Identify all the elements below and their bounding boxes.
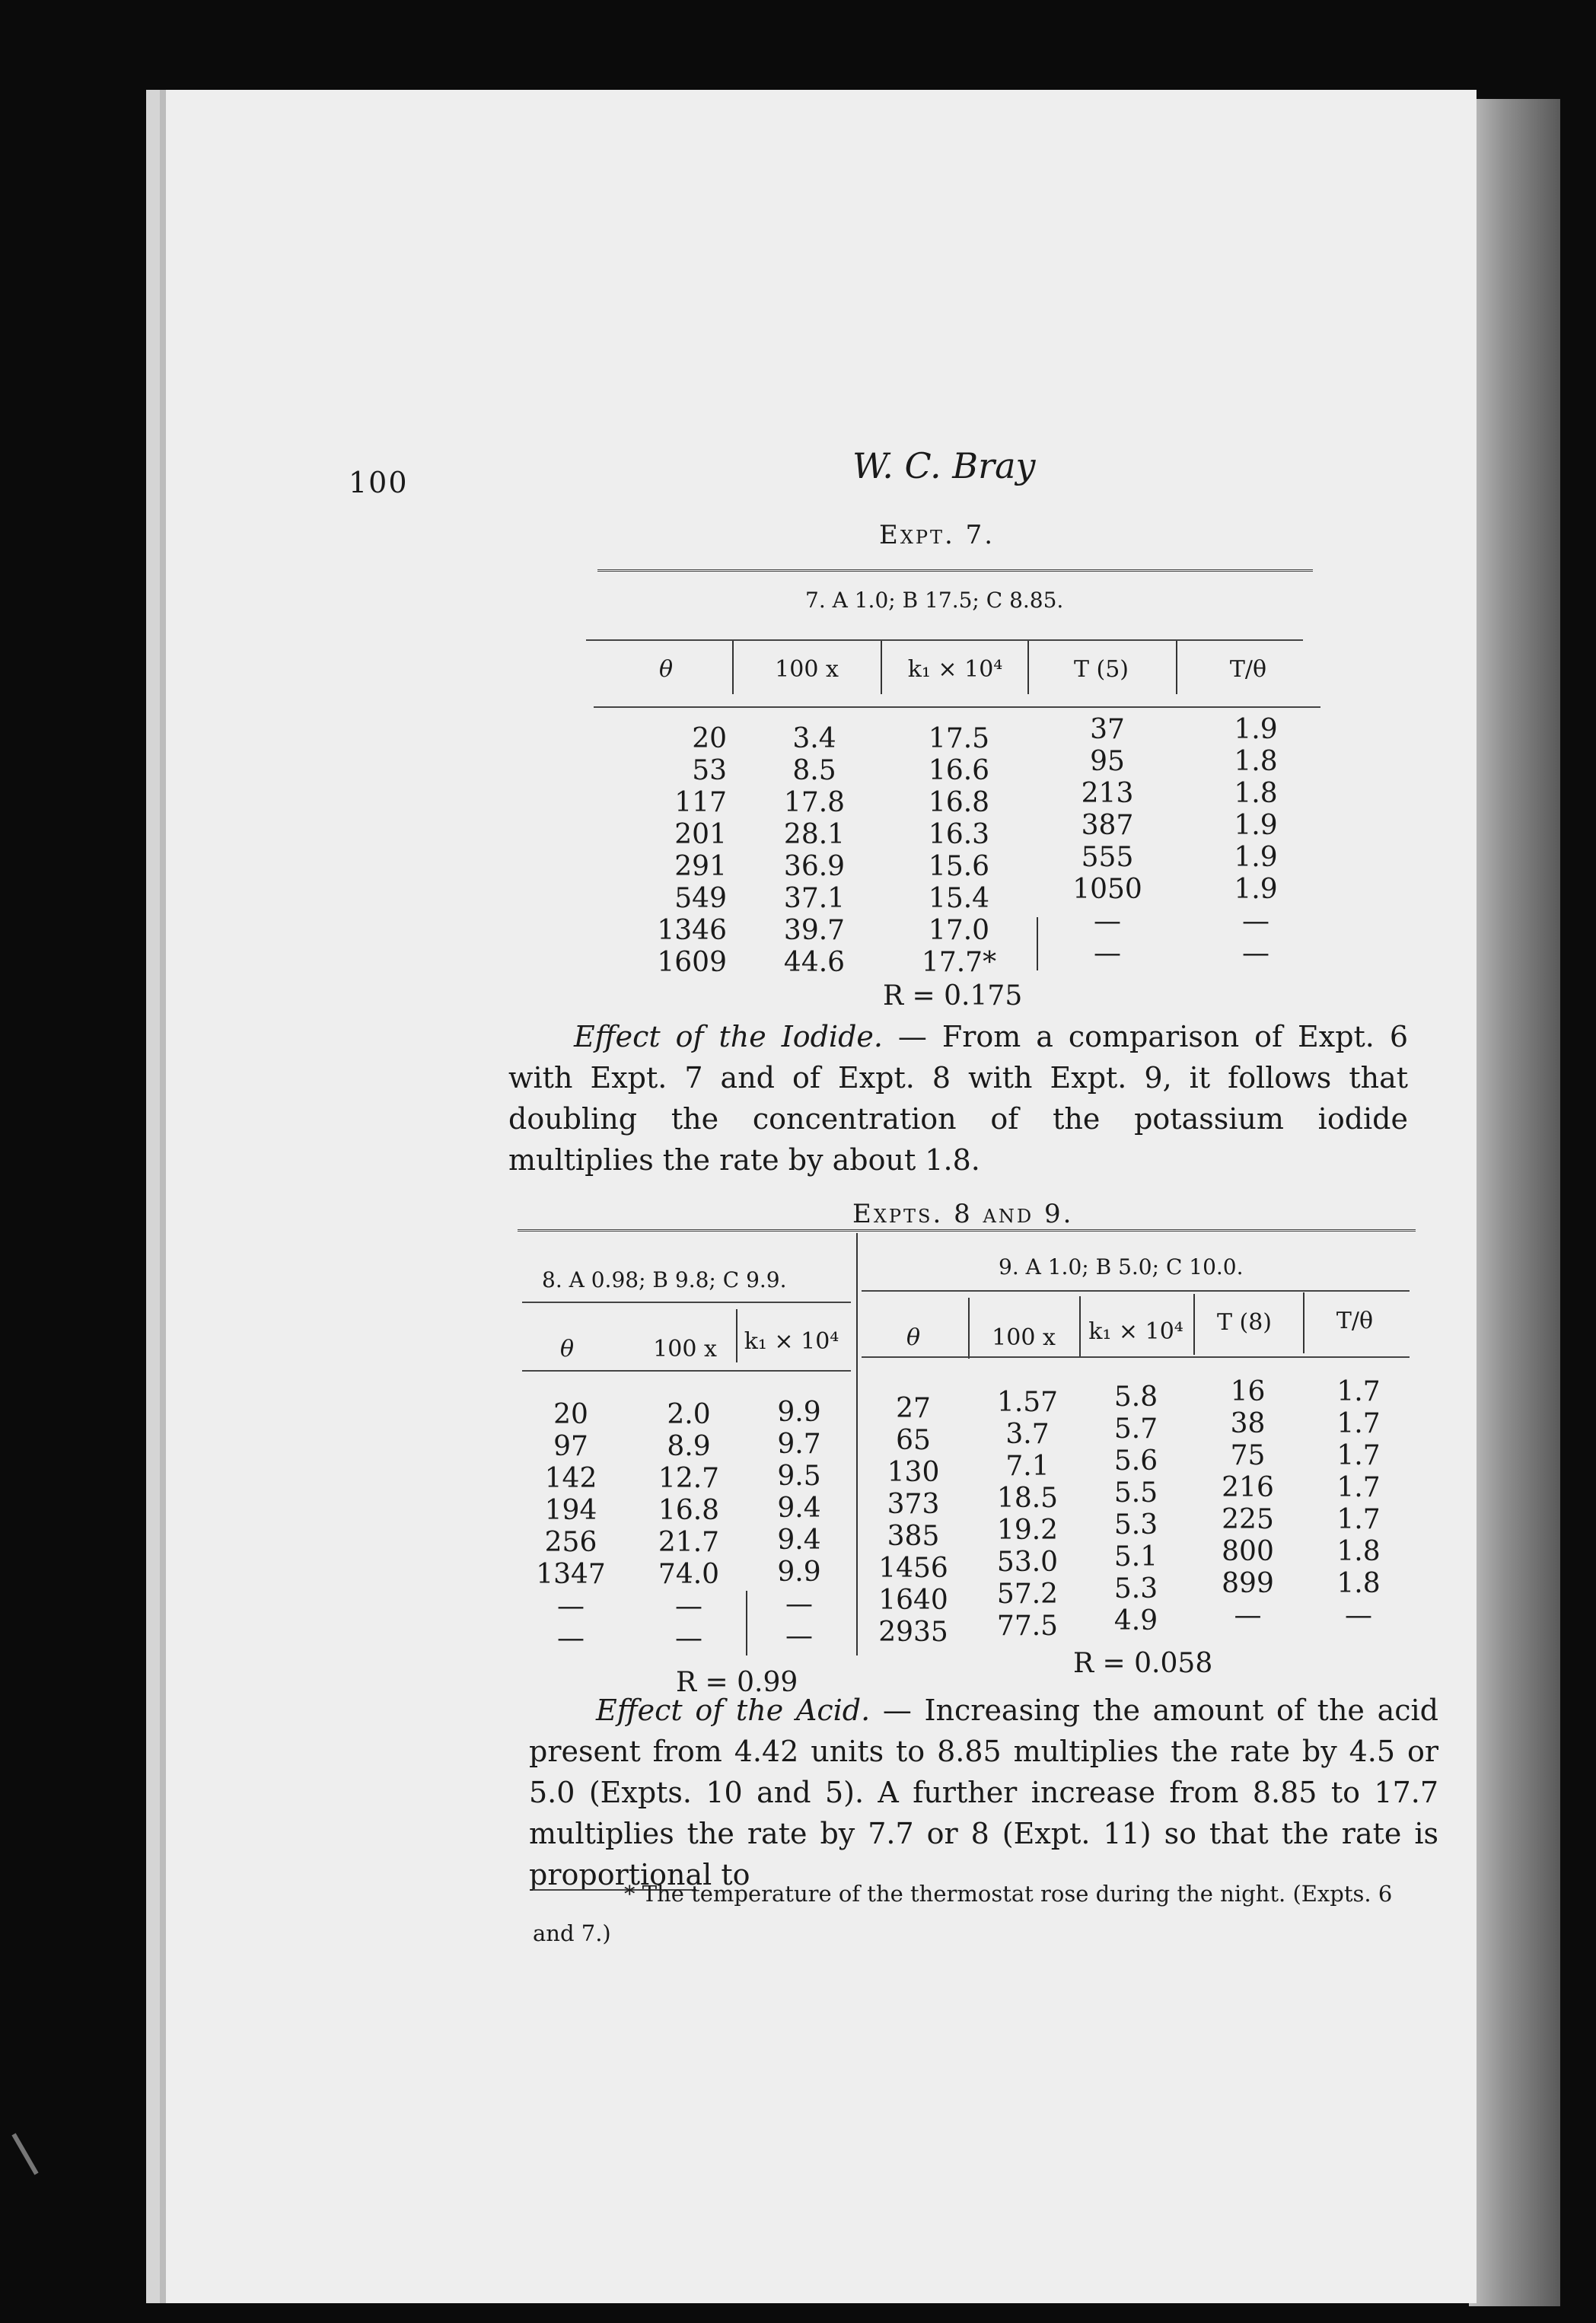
table-cell: 1456	[878, 1553, 948, 1584]
table-cell: 1.8	[1234, 746, 1278, 777]
expt9-header-theta: θ	[906, 1324, 921, 1351]
table-cell: 15.6	[928, 851, 990, 882]
expt9-vrule-4	[1303, 1292, 1305, 1353]
table-cell: 1.9	[1234, 842, 1278, 873]
expt7-vrule-4	[1176, 641, 1177, 694]
table-cell: 9.4	[777, 1525, 821, 1556]
table-cell: 16	[1230, 1376, 1266, 1407]
table-cell: 17.8	[783, 787, 846, 818]
expt8-vrule	[736, 1309, 737, 1362]
table-cell: 1.8	[1234, 778, 1278, 809]
expt7-vrule-3	[1027, 641, 1029, 694]
expt9-r-value: R = 0.058	[1073, 1648, 1213, 1679]
table-cell: 142	[544, 1463, 597, 1494]
expt9-header-k1: k₁ × 10⁴	[1088, 1318, 1183, 1345]
table-cell: 549	[674, 883, 727, 914]
para-iodide-lead: Effect of the Iodide.	[574, 1020, 883, 1053]
para-acid-text: — Increasing the amount of the acid present from 4.42 units to 8.85 multiplies the rate by 4.5 or 5.0 (Expts. 10 and 5). A further increase from 8.85 to 17.7 multiplies the rate by 7.7 or 8 (Expt. 11) so that the rate is proportional to	[529, 1694, 1438, 1891]
expt9-conditions: 9. A 1.0; B 5.0; C 10.0.	[999, 1254, 1244, 1279]
para-acid	[529, 1690, 1438, 1895]
table-cell: 1050	[1072, 874, 1142, 905]
expt8-header-k1: k₁ × 10⁴	[744, 1328, 839, 1355]
table-cell: 9.9	[777, 1397, 821, 1428]
table-cell: 117	[674, 787, 727, 818]
expt8-col-theta	[533, 1399, 609, 1655]
expt7-col-theta	[620, 723, 727, 979]
table-cell: 7.1	[1005, 1451, 1050, 1482]
expt7-header-theta: θ	[658, 656, 674, 683]
table-cell: 20	[692, 723, 727, 754]
expt9-vrule-3	[1193, 1294, 1195, 1355]
scan-artifact	[11, 2133, 38, 2175]
para-acid-lead: Effect of the Acid.	[596, 1694, 871, 1727]
table-cell: 57.2	[996, 1579, 1059, 1610]
para-iodide	[508, 1016, 1408, 1181]
expts89-top-rule	[518, 1229, 1416, 1232]
table-cell: 75	[1230, 1440, 1266, 1471]
table-cell: 5.6	[1113, 1445, 1158, 1477]
expt7-bottom-vrule	[1037, 917, 1038, 970]
table-cell: 16.3	[928, 819, 990, 850]
table-cell: 9.7	[777, 1429, 821, 1460]
table-cell: 74.0	[658, 1559, 720, 1590]
table-cell: 20	[553, 1399, 588, 1430]
table-cell: 4.9	[1113, 1605, 1158, 1636]
table-cell: 9.5	[777, 1461, 821, 1492]
expt9-vrule-2	[1079, 1296, 1081, 1357]
table-cell: 21.7	[658, 1527, 720, 1558]
table-cell: 5.1	[1113, 1541, 1158, 1573]
expt7-col-t5	[1058, 714, 1157, 970]
expt9-vrule-1	[968, 1298, 970, 1359]
expt9-col-100x	[982, 1387, 1073, 1643]
table-cell: 1347	[536, 1559, 606, 1590]
expt7-header-100x: 100 x	[775, 656, 839, 683]
table-cell: —	[1242, 906, 1269, 937]
table-cell: 16.6	[928, 755, 990, 786]
expts89-divider	[856, 1233, 858, 1655]
table-cell: 12.7	[658, 1463, 720, 1494]
table-cell: 1.57	[996, 1387, 1059, 1418]
table-cell: 225	[1222, 1504, 1274, 1535]
table-cell: 1.7	[1336, 1472, 1381, 1503]
expt9-header-t-theta: T/θ	[1336, 1308, 1374, 1334]
expt9-col-t-theta	[1320, 1376, 1397, 1632]
book-page	[146, 90, 1477, 2303]
table-cell: 216	[1222, 1472, 1274, 1503]
table-cell: 130	[887, 1457, 940, 1488]
table-cell: 385	[887, 1521, 940, 1552]
table-cell: —	[1234, 1600, 1262, 1631]
expt7-r-value: R = 0.175	[883, 980, 1023, 1012]
footnote: * The temperature of the thermostat rose during the night. (Expts. 6 and 7.)	[533, 1881, 1393, 1946]
expt7-header-k1: k₁ × 10⁴	[907, 656, 1003, 683]
table-cell: 2935	[878, 1617, 948, 1648]
table-cell: 800	[1222, 1536, 1274, 1567]
expt8-col-100x	[643, 1399, 734, 1655]
table-cell: 5.8	[1113, 1381, 1158, 1413]
table-cell: —	[1345, 1600, 1372, 1631]
table-cell: 5.3	[1113, 1509, 1158, 1541]
table-cell: 3.7	[1005, 1419, 1050, 1450]
table-cell: 1609	[657, 947, 727, 978]
expt7-conditions: 7. A 1.0; B 17.5; C 8.85.	[805, 588, 1064, 613]
expt7-vrule-1	[732, 641, 734, 694]
table-cell: —	[1242, 938, 1269, 969]
table-cell: 17.5	[928, 723, 990, 754]
page-edge	[1469, 99, 1560, 2306]
table-cell: 555	[1081, 842, 1134, 873]
table-cell: 194	[544, 1495, 597, 1526]
expt9-header-bottom-rule	[862, 1356, 1410, 1358]
expt7-header-t5: T (5)	[1073, 656, 1129, 683]
table-cell: 18.5	[996, 1483, 1059, 1514]
table-cell: 387	[1081, 810, 1134, 841]
table-cell: —	[785, 1588, 813, 1620]
table-cell: 1.8	[1336, 1568, 1381, 1599]
table-cell: 1.7	[1336, 1408, 1381, 1439]
table-cell: 3.4	[792, 723, 836, 754]
expt8-r-value: R = 0.99	[676, 1667, 798, 1698]
table-cell: 1346	[657, 915, 727, 946]
expt8-header-100x: 100 x	[653, 1336, 717, 1362]
table-cell: —	[1094, 906, 1121, 937]
table-cell: 19.2	[996, 1515, 1059, 1546]
table-cell: —	[557, 1591, 585, 1622]
expt7-header-bottom-rule	[594, 706, 1320, 708]
expt7-top-rule	[597, 569, 1313, 572]
table-cell: 37	[1090, 714, 1125, 745]
table-cell: 9.9	[777, 1557, 821, 1588]
table-cell: 291	[674, 851, 727, 882]
expt8-cond-rule	[522, 1302, 851, 1303]
table-cell: —	[675, 1591, 702, 1622]
expt9-header-100x: 100 x	[992, 1324, 1056, 1351]
table-cell: 39.7	[783, 915, 846, 946]
table-cell: 36.9	[783, 851, 846, 882]
table-cell: 16.8	[928, 787, 990, 818]
table-cell: 201	[674, 819, 727, 850]
table-cell: 97	[553, 1431, 588, 1462]
table-cell: 53.0	[996, 1547, 1059, 1578]
table-cell: 899	[1222, 1568, 1274, 1599]
table-cell: 28.1	[783, 819, 846, 850]
table-cell: —	[675, 1623, 702, 1654]
para-iodide-text: — From a comparison of Expt. 6 with Expt. 7 and of Expt. 8 with Expt. 9, it follows that doubling the concentration of the potassium iodide multiplies the rate by about 1.8.	[508, 1020, 1409, 1177]
table-cell: 8.9	[667, 1431, 711, 1462]
expt7-col-100x	[769, 723, 860, 979]
expts89-heading: Expts. 8 and 9.	[852, 1199, 1074, 1229]
running-head: W. C. Bray	[852, 445, 1036, 486]
table-cell: 53	[692, 755, 727, 786]
expt7-header-top-rule	[586, 639, 1303, 641]
expt7-header-t-theta: T/θ	[1229, 656, 1267, 683]
expt7-heading: Expt. 7.	[879, 520, 996, 550]
expt9-header-t8: T (8)	[1216, 1309, 1273, 1336]
table-cell: 1.7	[1336, 1440, 1381, 1471]
table-cell: 27	[896, 1393, 931, 1424]
table-cell: 17.0	[928, 915, 990, 946]
table-cell: —	[1094, 938, 1121, 969]
expt8-conditions: 8. A 0.98; B 9.8; C 9.9.	[542, 1267, 787, 1292]
expt9-col-t8	[1204, 1376, 1292, 1632]
table-cell: 9.4	[777, 1493, 821, 1524]
table-cell: 1.9	[1234, 874, 1278, 905]
expt9-col-k1	[1096, 1381, 1176, 1637]
expt9-col-theta	[871, 1393, 955, 1649]
table-cell: 1.7	[1336, 1376, 1381, 1407]
table-cell: 37.1	[783, 883, 846, 914]
table-cell: 95	[1090, 746, 1125, 777]
table-cell: 373	[887, 1489, 940, 1520]
expt7-col-k1	[913, 723, 1005, 979]
page-number: 100	[349, 466, 409, 499]
table-cell: 5.7	[1113, 1413, 1158, 1445]
expt8-header-bottom-rule	[522, 1370, 851, 1372]
table-cell: 1.8	[1336, 1536, 1381, 1567]
table-cell: 17.7*	[921, 947, 997, 978]
expt9-cond-rule	[862, 1290, 1410, 1292]
table-cell: 213	[1081, 778, 1134, 809]
table-cell: 77.5	[996, 1611, 1059, 1642]
table-cell: 256	[544, 1527, 597, 1558]
table-cell: 65	[896, 1425, 931, 1456]
table-cell: 1.9	[1234, 714, 1278, 745]
table-cell: 5.5	[1113, 1477, 1158, 1509]
expt7-col-t-theta	[1210, 714, 1301, 970]
expt8-col-k1	[757, 1397, 841, 1652]
expt7-vrule-2	[881, 641, 882, 694]
table-cell: 16.8	[658, 1495, 720, 1526]
table-cell: 8.5	[792, 755, 836, 786]
table-cell: 2.0	[667, 1399, 711, 1430]
table-cell: 1.7	[1336, 1504, 1381, 1535]
table-cell: —	[785, 1620, 813, 1652]
table-cell: 38	[1230, 1408, 1266, 1439]
table-cell: 1.9	[1234, 810, 1278, 841]
table-cell: —	[557, 1623, 585, 1654]
table-cell: 1640	[878, 1585, 948, 1616]
table-cell: 44.6	[783, 947, 846, 978]
expt8-header-theta: θ	[559, 1336, 575, 1362]
table-cell: 15.4	[928, 883, 990, 914]
expt8-bottom-vrule	[746, 1591, 747, 1655]
table-cell: 5.3	[1113, 1573, 1158, 1604]
